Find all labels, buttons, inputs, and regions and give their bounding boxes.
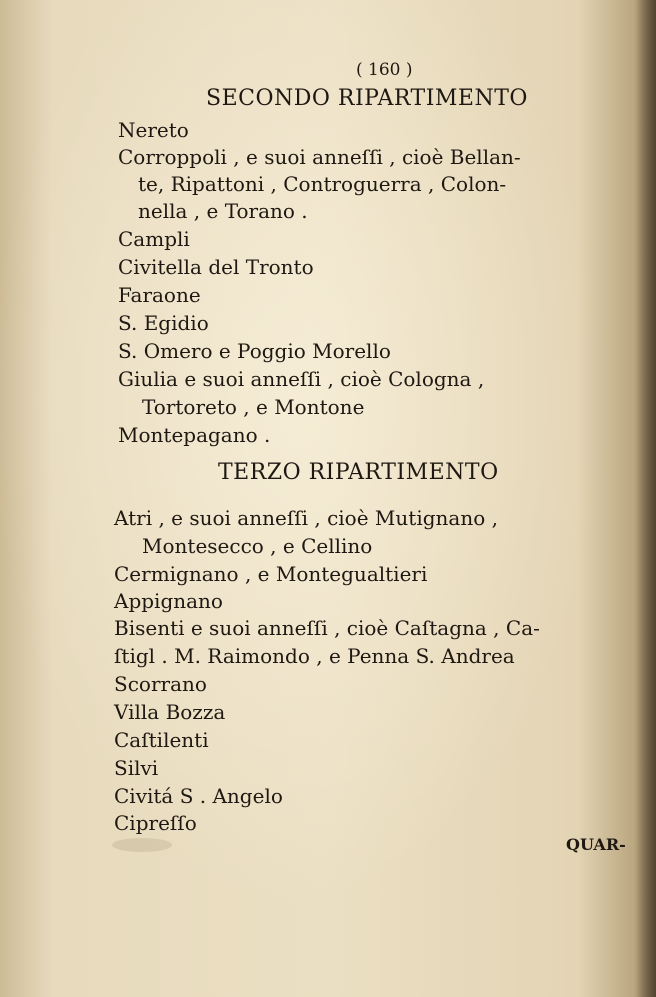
text-line: Giulia e suoi anneſſi , cioè Cologna , [118,367,485,391]
text-line: Scorrano [114,672,207,696]
text-line: Faraone [118,283,201,307]
text-line: Silvi [114,756,159,780]
text-line: Campli [118,227,190,251]
text-line: Appignano [114,589,223,613]
ink-smudge [112,838,172,852]
text-line: Atri , e suoi anneſſi , cioè Mutignano , [114,506,498,530]
text-line: Civitá S . Angelo [114,784,283,808]
text-line: Caſtilenti [114,728,209,752]
text-line: Montepagano . [118,423,271,447]
text-line: ſtigl . M. Raimondo , e Penna S. Andrea [114,644,515,668]
text-line: Cipreſſo [114,811,197,835]
text-line: Tortoreto , e Montone [142,395,365,419]
text-line: Villa Bozza [114,700,226,724]
text-line: Montesecco , e Cellino [142,534,373,558]
text-line: S. Egidio [118,311,209,335]
text-line: te, Ripattoni , Controguerra , Colon- [138,172,507,196]
page-number: ( 160 ) [356,60,413,80]
text-line: nella , e Torano . [138,199,308,223]
text-line: Nereto [118,118,189,142]
text-line: Bisenti e suoi anneſſi , cioè Caſtagna , Ca- [114,616,540,640]
text-line: Civitella del Tronto [118,255,314,279]
text-line: Cermignano , e Montegualtieri [114,562,428,586]
text-line: Corroppoli , e suoi anneſſi , cioè Bellan- [118,145,521,169]
page-fold-shadow [634,0,656,997]
catchword: QUAR- [566,835,626,854]
section-heading-secondo: SECONDO RIPARTIMENTO [206,86,528,111]
text-line: S. Omero e Poggio Morello [118,339,391,363]
section-heading-terzo: TERZO RIPARTIMENTO [218,460,499,485]
